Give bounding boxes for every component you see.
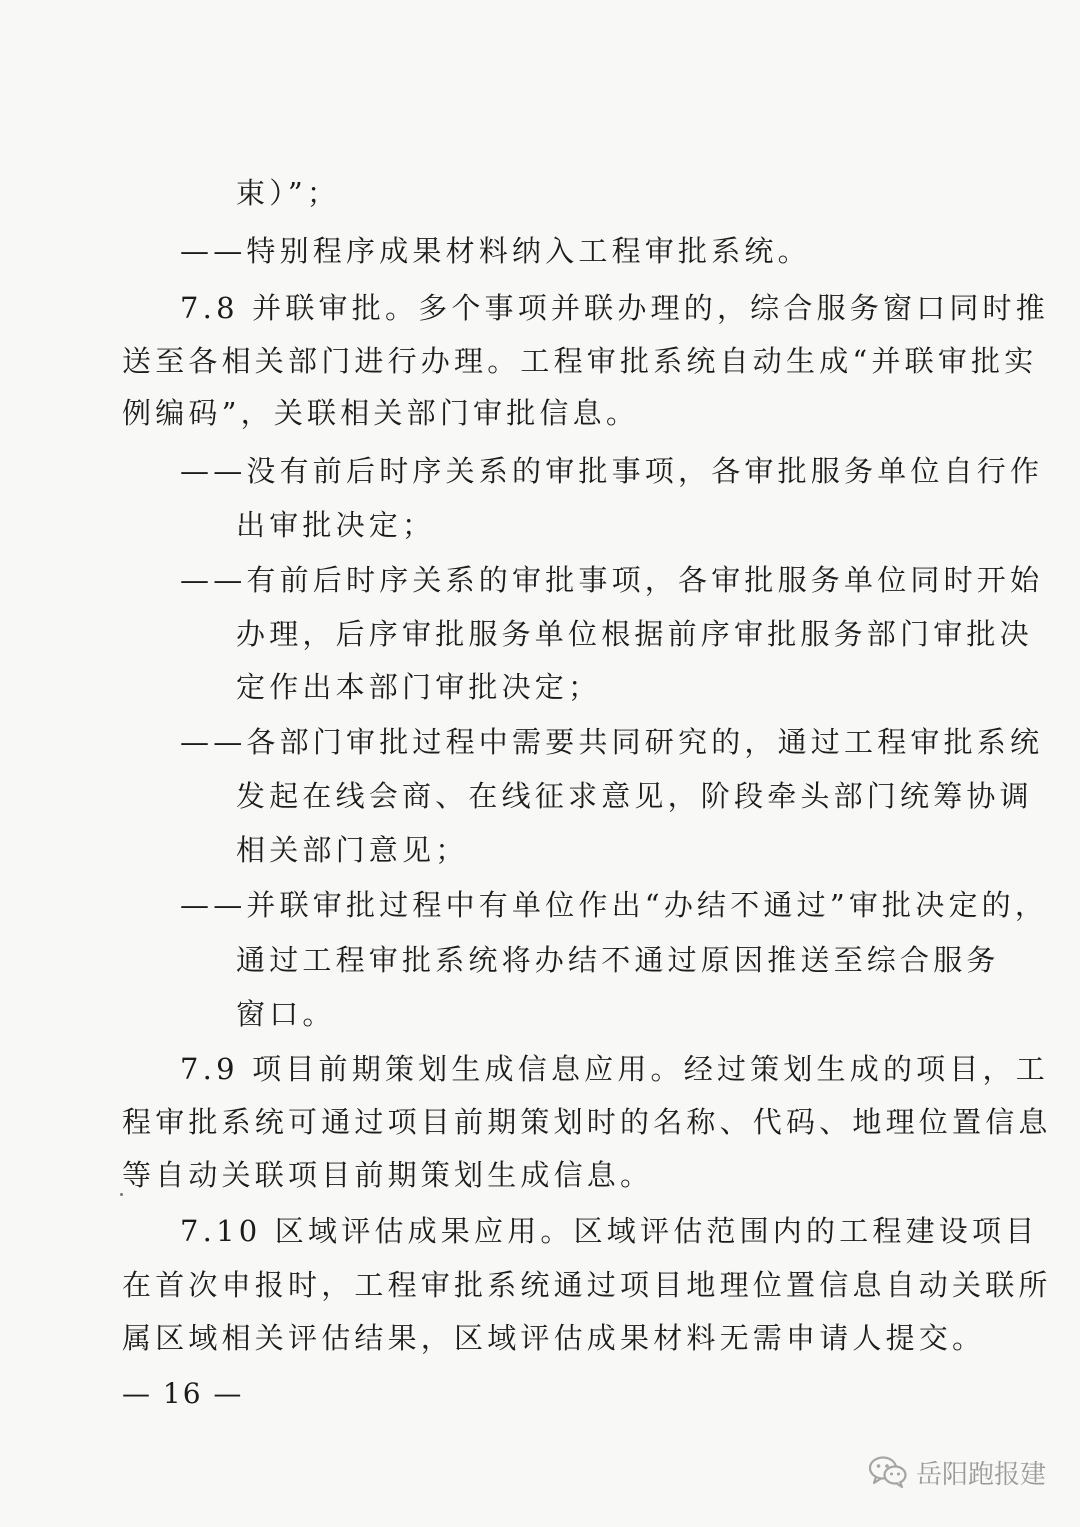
text-line: ——没有前后时序关系的审批事项，各审批服务单位自行作 xyxy=(180,454,1044,488)
text-line: 相关部门意见； xyxy=(236,833,469,867)
text-line: 程审批系统可通过项目前期策划时的名称、代码、地理位置信息 xyxy=(122,1105,1052,1139)
watermark-text: 岳阳跑报建 xyxy=(916,1459,1047,1490)
text-line: 办理，后序审批服务单位根据前序审批服务部门审批决 xyxy=(236,617,1033,651)
text-line: 7.10 区域评估成果应用。区域评估范围内的工程建设项目 xyxy=(180,1214,1039,1248)
text-line: 通过工程审批系统将办结不通过原因推送至综合服务 xyxy=(236,943,1000,977)
text-line: 7.9 项目前期策划生成信息应用。经过策划生成的项目，工 xyxy=(180,1052,1049,1086)
text-line: 出审批决定； xyxy=(236,508,436,542)
text-line: 例编码”，关联相关部门审批信息。 xyxy=(122,396,640,430)
wechat-icon xyxy=(868,1455,908,1489)
text-line: 窗口。 xyxy=(236,997,336,1031)
text-line: ——并联审批过程中有单位作出“办结不通过”审批决定的， xyxy=(180,888,1049,922)
text-line: 定作出本部门审批决定； xyxy=(236,670,602,704)
text-line: ——有前后时序关系的审批事项，各审批服务单位同时开始 xyxy=(180,563,1044,597)
scan-speck xyxy=(120,1193,123,1196)
text-line: 在首次申报时，工程审批系统通过项目地理位置信息自动关联所 xyxy=(122,1268,1052,1302)
text-line: 等自动关联项目前期策划生成信息。 xyxy=(122,1158,654,1192)
text-line: 发起在线会商、在线征求意见，阶段牵头部门统筹协调 xyxy=(236,779,1033,813)
text-line: ——特别程序成果材料纳入工程审批系统。 xyxy=(180,234,811,268)
page-number: — 16 — xyxy=(122,1377,244,1410)
text-line: 7.8 并联审批。多个事项并联办理的，综合服务窗口同时推 xyxy=(180,291,1049,325)
watermark xyxy=(868,1452,1046,1492)
text-line: 送至各相关部门进行办理。工程审批系统自动生成“并联审批实 xyxy=(122,344,1038,378)
text-line: ——各部门审批过程中需要共同研究的，通过工程审批系统 xyxy=(180,725,1044,759)
text-line: 束）”； xyxy=(236,176,341,210)
text-line: 属区域相关评估结果，区域评估成果材料无需申请人提交。 xyxy=(122,1321,986,1355)
